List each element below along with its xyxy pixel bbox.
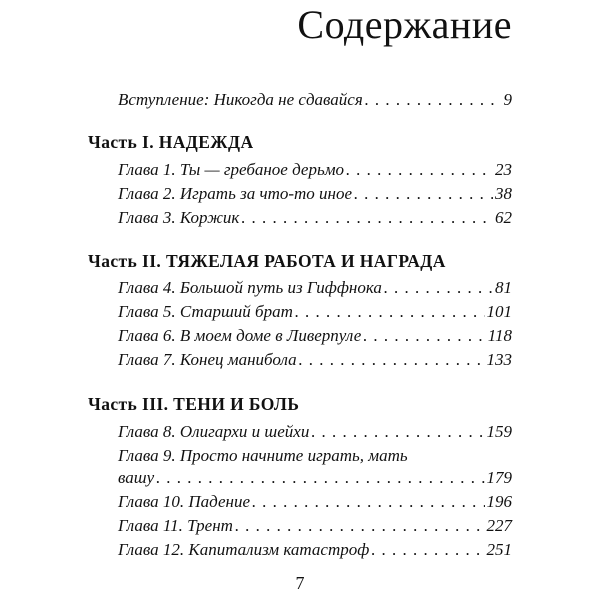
toc-entry-label: Глава 6. В моем доме в Ливерпуле xyxy=(118,326,362,345)
toc-entry-chapter-9-line2 xyxy=(118,468,512,490)
toc-entry-page: 179 xyxy=(486,468,512,487)
toc-entry-label: Глава 11. Трент xyxy=(118,516,233,535)
page-title: Содержание xyxy=(297,2,512,47)
toc-entry-chapter-12 xyxy=(118,540,512,562)
toc-entry-label: Глава 3. Коржик xyxy=(118,208,240,227)
toc-entry-label: Глава 10. Падение xyxy=(118,492,251,511)
toc-entry-label: Вступление: Никогда не сдавайся xyxy=(118,90,363,109)
toc-entry-page: 38 xyxy=(495,184,512,203)
toc-entry-page: 133 xyxy=(486,350,512,369)
toc-entry-chapter-6 xyxy=(118,326,512,348)
toc-entry-page: 101 xyxy=(486,302,512,321)
dot-leader xyxy=(371,540,484,560)
part-heading-2: Часть II. ТЯЖЕЛАЯ РАБОТА И НАГРАДА xyxy=(88,251,446,271)
toc-entry-label: Глава 2. Играть за что-то иное xyxy=(118,184,353,203)
toc-entry-chapter-5 xyxy=(118,302,512,324)
dot-leader xyxy=(295,302,485,322)
dot-leader xyxy=(365,90,502,110)
dot-leader xyxy=(363,326,486,346)
dot-leader xyxy=(241,208,493,228)
toc-entry-chapter-9-line1 xyxy=(118,446,512,468)
toc-entry-intro xyxy=(118,90,512,112)
toc-entry-label: Глава 5. Старший брат xyxy=(118,302,293,321)
toc-entry-page: 159 xyxy=(486,422,512,441)
toc-entry-chapter-7 xyxy=(118,350,512,372)
dot-leader xyxy=(346,160,493,180)
toc-entry-chapter-2 xyxy=(118,184,512,206)
toc-entry-label: Глава 7. Конец манибола xyxy=(118,350,297,369)
toc-entry-chapter-10 xyxy=(118,492,512,514)
toc-entry-page: 227 xyxy=(486,516,512,535)
part-heading-1: Часть I. НАДЕЖДА xyxy=(88,132,254,152)
dot-leader xyxy=(235,516,485,536)
toc-entry-page: 62 xyxy=(495,208,512,227)
dot-leader xyxy=(384,278,493,298)
toc-entry-page: 81 xyxy=(495,278,512,297)
dot-leader xyxy=(299,350,485,370)
toc-entry-page: 196 xyxy=(486,492,512,511)
toc-entry-page: 251 xyxy=(486,540,512,559)
toc-entry-chapter-4 xyxy=(118,278,512,300)
toc-entry-chapter-8 xyxy=(118,422,512,444)
toc-entry-label: Глава 8. Олигархи и шейхи xyxy=(118,422,310,441)
dot-leader xyxy=(311,422,484,442)
toc-entry-chapter-11 xyxy=(118,516,512,538)
dot-leader xyxy=(354,184,493,204)
toc-entry-label: Глава 9. Просто начните играть, мать xyxy=(118,446,408,465)
toc-entry-label: Глава 4. Большой путь из Гиффнока xyxy=(118,278,382,297)
toc-entry-label: Глава 1. Ты — гребаное дерьмо xyxy=(118,160,345,179)
toc-entry-label: вашу xyxy=(118,468,155,487)
dot-leader xyxy=(156,468,484,488)
dot-leader xyxy=(252,492,484,512)
page-number: 7 xyxy=(295,573,305,593)
toc-entry-page: 9 xyxy=(503,90,512,109)
toc-entry-chapter-1 xyxy=(118,160,512,182)
toc-entry-label: Глава 12. Капитализм катастроф xyxy=(118,540,370,559)
toc-entry-chapter-3 xyxy=(118,208,512,230)
toc-entry-page: 23 xyxy=(495,160,512,179)
toc-entry-page: 118 xyxy=(487,326,512,345)
part-heading-3: Часть III. ТЕНИ И БОЛЬ xyxy=(88,394,300,414)
